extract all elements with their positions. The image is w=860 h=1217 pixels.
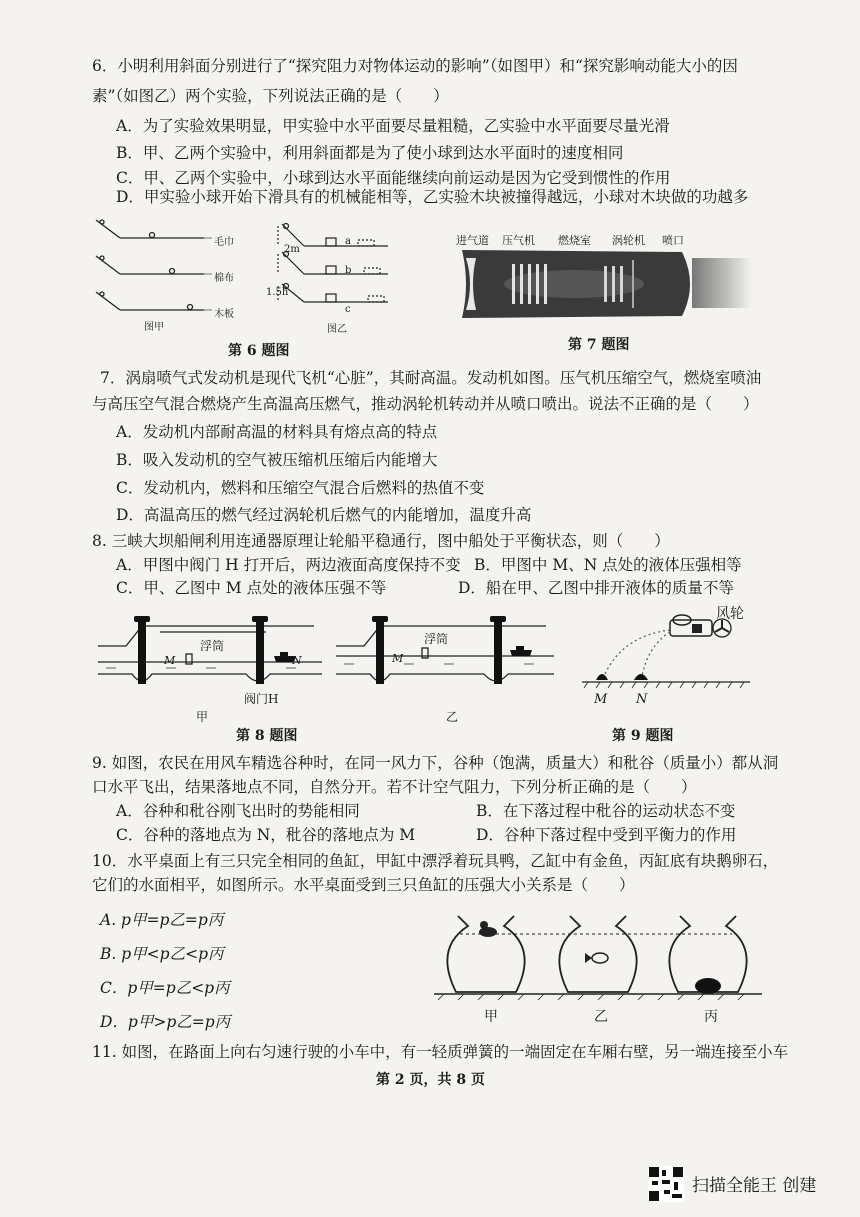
- qr-code-icon: [648, 1166, 684, 1202]
- fig8-caption: 第 8 题图: [236, 728, 298, 744]
- fig7-label-intake: 进气道: [456, 234, 489, 247]
- q11-stem-line1: 11. 如图，在路面上向右匀速行驶的小车中，有一轻质弹簧的一端固定在车厢右壁，另一端连接至小车: [92, 1043, 789, 1061]
- q10-stem-line2: 它们的水面相平，如图所示。水平桌面受到三只鱼缸的压强大小关系是（ ）: [92, 876, 635, 894]
- q7-stem-line2: 与高压空气混合燃烧产生高温高压燃气，推动涡轮机转动并从喷口喷出。说法不正确的是（ ）: [92, 395, 759, 413]
- q9-stem-line1: 9. 如图，农民在用风车精选谷种时，在同一风力下，谷种（饱满，质量大）和秕谷（质量小）都从洞: [92, 754, 779, 772]
- fig9-caption: 第 9 题图: [612, 728, 674, 744]
- q7-stem-line1: 7．涡扇喷气式发动机是现代飞机“心脏”，其耐高温。发动机如图。压气机压缩空气，燃烧室喷油: [100, 369, 762, 387]
- fig8-jia-n-label: N: [292, 654, 302, 667]
- q8-option-b: B．甲图中 M、N 点处的液体压强相等: [474, 556, 742, 574]
- q10-option-d: D．p甲>p乙=p丙: [100, 1013, 231, 1031]
- q7-option-a: A．发动机内部耐高温的材料具有熔点高的特点: [116, 423, 438, 441]
- scanner-watermark: 扫描全能王 创建: [692, 1176, 817, 1196]
- q6-option-a: A．为了实验效果明显，甲实验中水平面要尽量粗糙，乙实验中水平面要尽量光滑: [116, 117, 670, 135]
- fig8-jia-float-label: 浮筒: [200, 639, 225, 653]
- fig6-label-b: b: [345, 265, 352, 276]
- q9-stem-line2: 口水平飞出，结果落地点不同，自然分开。若不计空气阻力，下列分析正确的是（ ）: [92, 778, 697, 796]
- fig7-label-compressor: 压气机: [502, 234, 535, 247]
- fig9-n-label: N: [636, 692, 648, 707]
- figure-8-yi: [334, 612, 556, 692]
- fig7-label-turbine: 涡轮机: [612, 234, 645, 247]
- fig6-label-cotton: 棉布: [214, 273, 234, 284]
- q9-option-a: A．谷种和秕谷刚飞出时的势能相同: [116, 802, 360, 820]
- q9-option-c: C．谷种的落地点为 N，秕谷的落地点为 M: [116, 826, 416, 844]
- fig6-label-a: a: [345, 236, 351, 247]
- q7-option-c: C．发动机内，燃料和压缩空气混合后燃料的热值不变: [116, 479, 485, 497]
- fig9-fan-label: 风轮: [716, 606, 744, 622]
- fig6-height-1-5h: 1.5h: [266, 287, 289, 298]
- q6-option-b: B．甲、乙两个实验中，利用斜面都是为了使小球到达水平面时的速度相同: [116, 144, 624, 162]
- q10-stem-line1: 10．水平桌面上有三只完全相同的鱼缸，甲缸中漂浮着玩具鸭，乙缸中有金鱼，丙缸底有块鹅卵石，: [92, 852, 779, 870]
- q10-option-a: A. p甲=p乙=p丙: [100, 911, 224, 929]
- fig6-label-board: 木板: [214, 309, 234, 320]
- fig6-caption: 第 6 题图: [228, 343, 290, 359]
- fig8-valve-label: 阀门H: [244, 692, 279, 706]
- fig7-label-nozzle: 喷口: [662, 234, 684, 247]
- fig7-caption: 第 7 题图: [568, 337, 630, 353]
- fig6-label-towel: 毛巾: [214, 237, 234, 248]
- fig6-label-c: c: [345, 304, 351, 315]
- fig10-jia-label: 甲: [484, 1009, 498, 1025]
- q10-option-c: C．p甲=p乙<p丙: [100, 979, 230, 997]
- fig8-jia-label: 甲: [196, 710, 209, 724]
- fig10-bing-label: 丙: [704, 1009, 718, 1025]
- q7-option-b: B．吸入发动机的空气被压缩机压缩后内能增大: [116, 451, 438, 469]
- figure-7-engine: [456, 244, 756, 326]
- q8-stem: 8. 三峡大坝船闸利用连通器原理让轮船平稳通行，图中船处于平衡状态，则（ ）: [92, 532, 670, 550]
- fig8-jia-m-label: M: [164, 654, 176, 667]
- fig8-yi-float-label: 浮筒: [424, 632, 449, 646]
- q10-option-b: B. p甲<p乙<p丙: [100, 945, 224, 963]
- q8-option-d: D．船在甲、乙图中排开液体的质量不等: [458, 579, 734, 597]
- fig6-label-yi: 图乙: [327, 324, 347, 335]
- q6-option-c: C．甲、乙两个实验中，小球到达水平面能继续向前运动是因为它受到惯性的作用: [116, 169, 671, 187]
- q9-option-b: B．在下落过程中秕谷的运动状态不变: [476, 802, 736, 820]
- q8-option-c: C．甲、乙图中 M 点处的液体压强不等: [116, 579, 387, 597]
- page-number: 第 2 页，共 8 页: [376, 1072, 485, 1088]
- fig10-yi-label: 乙: [594, 1009, 608, 1025]
- q9-option-d: D．谷种下落过程中受到平衡力的作用: [476, 826, 737, 844]
- fig9-m-label: M: [594, 692, 608, 707]
- fig8-yi-m-label: M: [392, 652, 404, 665]
- figure-10-fish-tanks: [430, 908, 770, 1000]
- figure-6-yi: [268, 216, 398, 326]
- q8-option-a: A．甲图中阀门 H 打开后，两边液面高度保持不变: [116, 556, 461, 574]
- fig6-label-jia: 图甲: [144, 322, 164, 333]
- q7-option-d: D．高温高压的燃气经过涡轮机后燃气的内能增加，温度升高: [116, 506, 532, 524]
- q6-stem-line2: 素”（如图乙）两个实验，下列说法正确的是（ ）: [92, 87, 449, 105]
- fig8-yi-label: 乙: [446, 710, 459, 724]
- q6-option-d: D．甲实验小球开始下滑具有的机械能相等，乙实验木块被撞得越远，小球对木块做的功越多: [116, 188, 749, 206]
- fig6-height-2m: 2m: [284, 244, 300, 255]
- q6-stem-line1: 6．小明利用斜面分别进行了“探究阻力对物体运动的影响”（如图甲）和“探究影响动能大小的因: [92, 57, 738, 75]
- fig7-label-combustor: 燃烧室: [558, 234, 591, 247]
